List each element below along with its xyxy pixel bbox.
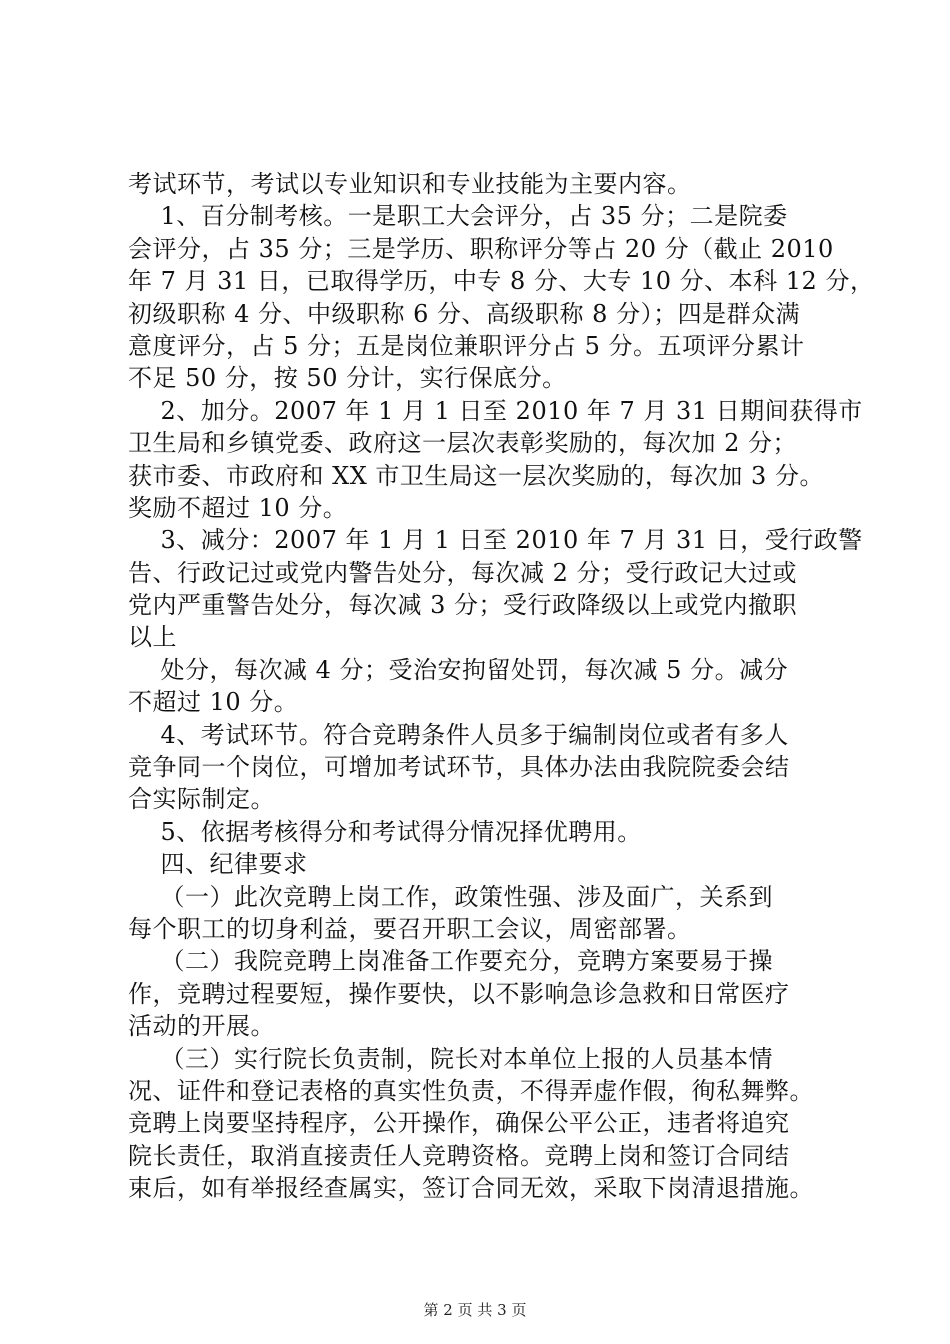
- page-footer: 第 2 页 共 3 页: [423, 1301, 527, 1319]
- text-line: 年 7 月 31 日，已取得学历，中专 8 分、大专 10 分、本科 12 分，: [128, 267, 875, 296]
- text-line: 合实际制定。: [128, 785, 275, 814]
- text-line: 竞争同一个岗位，可增加考试环节，具体办法由我院院委会结: [128, 753, 790, 782]
- text-line: 会评分，占 35 分；三是学历、职称评分等占 20 分（截止 2010: [128, 234, 834, 263]
- text-line: 院长责任，取消直接责任人竞聘资格。竞聘上岗和签订合同结: [128, 1141, 790, 1170]
- text-line: 束后，如有举报经查属实，签订合同无效，采取下岗清退措施。: [128, 1174, 814, 1203]
- text-line: 4、考试环节。符合竞聘条件人员多于编制岗位或者有多人: [128, 720, 789, 749]
- text-line: （三）实行院长负责制，院长对本单位上报的人员基本情: [128, 1044, 774, 1073]
- text-line: 四、纪律要求: [128, 850, 308, 879]
- text-line: 2、加分。2007 年 1 月 1 日至 2010 年 7 月 31 日期间获得市: [128, 396, 863, 425]
- text-line: 活动的开展。: [128, 1012, 275, 1041]
- text-line: 每个职工的切身利益，要召开职工会议，周密部署。: [128, 914, 692, 943]
- text-line: （二）我院竞聘上岗准备工作要充分，竞聘方案要易于操: [128, 947, 774, 976]
- document-body: [128, 168, 875, 1205]
- text-line: 作，竞聘过程要短，操作要快，以不影响急诊急救和日常医疗: [128, 979, 790, 1008]
- text-line: 竞聘上岗要坚持程序，公开操作，确保公平公正，违者将追究: [128, 1109, 790, 1138]
- text-line: 5、依据考核得分和考试得分情况择优聘用。: [128, 817, 642, 846]
- text-line: 奖励不超过 10 分。: [128, 493, 348, 522]
- text-line: 况、证件和登记表格的真实性负责，不得弄虚作假，徇私舞弊。: [128, 1076, 814, 1105]
- text-line: 获市委、市政府和 XX 市卫生局这一层次奖励的，每次加 3 分。: [128, 461, 824, 490]
- text-line: 意度评分，占 5 分；五是岗位兼职评分占 5 分。五项评分累计: [128, 331, 805, 360]
- text-line: 初级职称 4 分、中级职称 6 分、高级职称 8 分）；四是群众满: [128, 299, 801, 328]
- text-line: 卫生局和乡镇党委、政府这一层次表彰奖励的，每次加 2 分；: [128, 429, 798, 458]
- text-line: 不足 50 分，按 50 分计，实行保底分。: [128, 364, 567, 393]
- text-line: 告、行政记过或党内警告处分，每次减 2 分；受行政记大过或: [128, 558, 798, 587]
- text-line: 不超过 10 分。: [128, 688, 299, 717]
- text-line: 考试环节，考试以专业知识和专业技能为主要内容。: [128, 170, 692, 198]
- text-line: 3、减分：2007 年 1 月 1 日至 2010 年 7 月 31 日，受行政警: [128, 526, 863, 555]
- text-line: 以上: [128, 623, 177, 652]
- text-line: （一）此次竞聘上岗工作，政策性强、涉及面广，关系到: [128, 882, 774, 911]
- text-line: 党内严重警告处分，每次减 3 分；受行政降级以上或党内撤职: [128, 591, 798, 620]
- text-line: 1、百分制考核。一是职工大会评分，占 35 分；二是院委: [128, 202, 788, 231]
- text-line: 处分，每次减 4 分；受治安拘留处罚，每次减 5 分。减分: [128, 655, 789, 684]
